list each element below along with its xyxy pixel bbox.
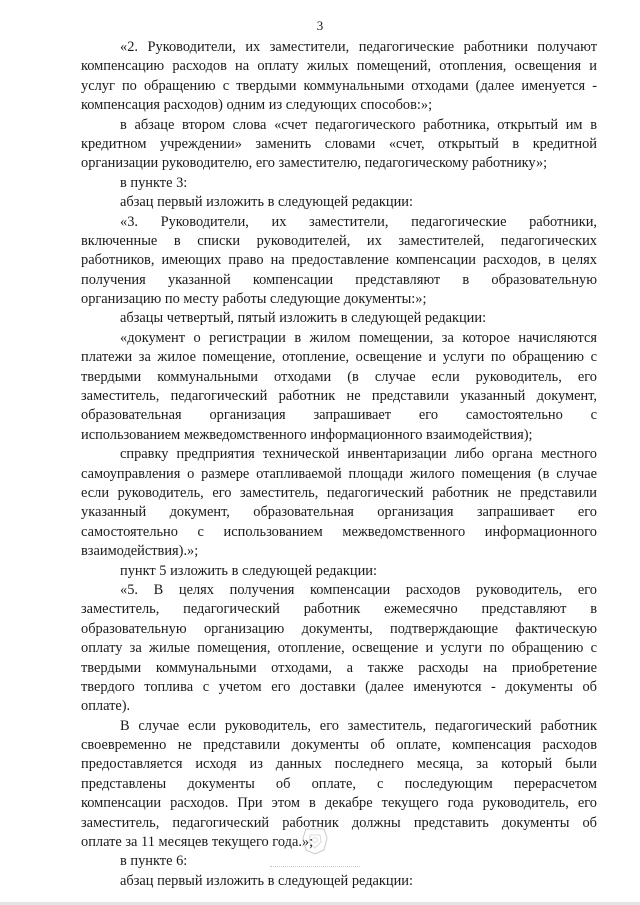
text-line: если руководитель, его заместитель, педагогический работник не представили (81, 484, 597, 501)
text-line: оплату за жилые помещения, отопление, освещение и услуги по обращению с (81, 640, 597, 657)
text-line: компенсацию расходов на оплату жилых помещений, отопления, освещения и (81, 58, 597, 75)
text-line: пункт 5 изложить в следующей редакции: (120, 562, 377, 579)
text-line: платежи за жилое помещение, отопление, освещение и услуги по обращению с (81, 349, 597, 366)
text-line: услуг по обращению с твердыми коммунальными отходами (далее именуется - (81, 77, 597, 94)
text-line: в пункте 3: (120, 174, 188, 191)
text-line: представлены документы об оплате, с последующим перерасчетом (81, 775, 597, 792)
text-line: в пункте 6: (120, 853, 188, 870)
text-line: твердыми коммунальными отходами (в случае если руководитель, его (81, 368, 597, 385)
text-line: абзац первый изложить в следующей редакции: (120, 194, 414, 211)
text-line: «2. Руководители, их заместители, педагогические работники получают (120, 39, 597, 55)
text-line: компенсации расходов. При этом в декабре текущего года руководитель, его (81, 795, 597, 812)
text-line: заместитель, педагогический работник ежемесячно представляют в (81, 601, 597, 618)
text-line: самостоятельно с использованием межведомственного информационного (81, 523, 597, 540)
text-line: указанный документ, образовательная организация запрашивает его (81, 504, 597, 521)
text-line: организацию по месту работы следующие документы:»; (81, 291, 427, 308)
text-line: В случае если руководитель, его заместитель, педагогический работник (120, 717, 597, 734)
text-line: использованием межведомственного информационного взаимодействия); (81, 426, 533, 443)
page-number: 3 (316, 18, 324, 33)
text-line: оплате). (81, 698, 131, 715)
text-line: «5. В целях получения компенсации расходов руководитель, его (120, 581, 597, 598)
text-line: взаимодействия).»; (81, 543, 199, 560)
text-line: абзац первый изложить в следующей редакции: (120, 872, 414, 889)
text-line: в абзаце втором слова «счет педагогического работника, открытый им в (120, 116, 597, 133)
text-line: своевременно не представили документы об оплате, компенсация расходов (81, 737, 597, 754)
text-line: образовательная организация запрашивает его самостоятельно с (81, 407, 597, 424)
text-line: заместитель, педагогический работник не представили указанный документ, (81, 388, 597, 405)
text-line: включенные в списки руководителей, их заместителей, педагогических (81, 232, 597, 249)
scan-artifact (270, 866, 360, 868)
text-line: оплате за 11 месяцев текущего года.»; (81, 834, 314, 851)
text-line: получения указанной компенсации представляют в образовательную (81, 271, 597, 288)
text-line: работников, имеющих право на предоставление компенсации расходов, в целях (81, 252, 597, 269)
seal-stamp-icon (298, 826, 332, 856)
text-line: самоуправления о размере отапливаемой площади жилого помещения (в случае (81, 465, 597, 482)
text-line: кредитном учреждении» заменить словами «счет, открытый в кредитной (81, 135, 597, 152)
text-line: организации руководителю, его заместителю, педагогическому работнику»; (81, 155, 548, 172)
text-line: твердого топлива с учетом его доставки (далее именуются - документы об (81, 678, 597, 695)
text-line: образовательную организацию документы, подтверждающие фактическую (81, 620, 597, 637)
text-line: компенсация расходов) одним из следующих способов:»; (81, 97, 433, 114)
text-line: «документ о регистрации в жилом помещении, за которое начисляются (120, 329, 597, 346)
text-line: абзацы четвертый, пятый изложить в следующей редакции: (120, 310, 487, 327)
text-line: заместитель, педагогический работник должны представить документы об (81, 814, 597, 831)
text-line: справку предприятия технической инвентаризации либо органа местного (120, 446, 597, 463)
text-line: твердыми коммунальными отходами, а также расходы на приобретение (81, 659, 597, 676)
text-line: «3. Руководители, их заместители, педагогические работники, (120, 213, 597, 230)
document-body (81, 38, 597, 891)
text-line: предоставляется исходя из данных последнего месяца, за который были (81, 756, 597, 773)
